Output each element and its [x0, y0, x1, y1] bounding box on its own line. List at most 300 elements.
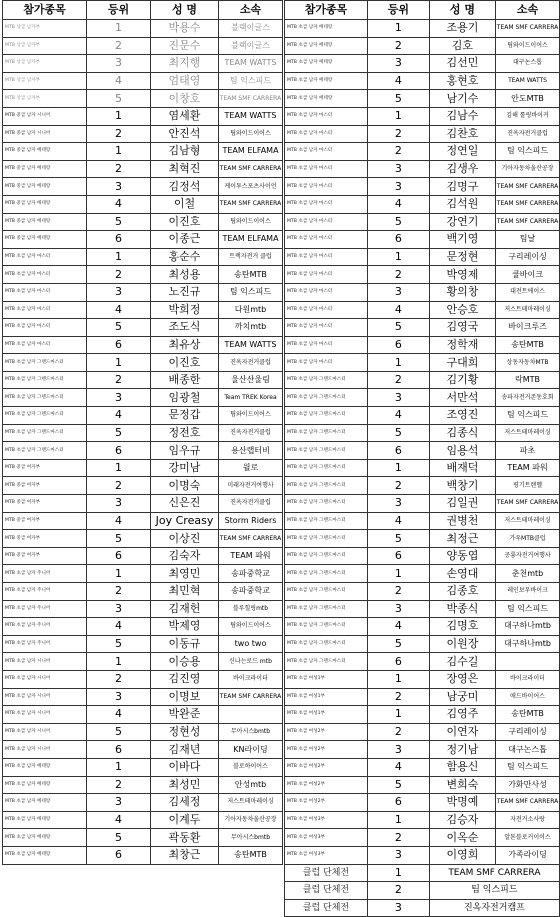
- category-cell: MTB 초급 여성2부: [285, 723, 368, 741]
- table-row: [3, 354, 283, 372]
- name-cell: 이상진: [151, 530, 219, 548]
- name-cell: 문정갑: [151, 407, 219, 425]
- name-cell: 임우규: [151, 442, 219, 460]
- club-cell: TEAM WATTS: [219, 55, 283, 73]
- club-cell: TEAM ELFAMA: [219, 231, 283, 249]
- club-cell: 팀와이드이어스: [219, 125, 283, 143]
- name-cell: 박희정: [151, 301, 219, 319]
- club-cell: 진옥자전거클럽: [219, 354, 283, 372]
- club-cell: 대구논스톱: [496, 741, 560, 759]
- name-cell: 이창호: [151, 90, 219, 108]
- header-name: 성 명: [429, 1, 495, 20]
- name-cell: 조영진: [429, 407, 495, 425]
- category-cell: MTB 초급 여성1부: [285, 706, 368, 724]
- name-cell: 최유상: [151, 336, 219, 354]
- category-cell: MTB 초급 여성3부: [285, 829, 368, 847]
- category-cell: MTB 초급 남자 마스터: [285, 354, 368, 372]
- table-row: [285, 688, 560, 706]
- club-cell: [496, 653, 560, 671]
- category-cell: MTB 중급 여자부: [3, 512, 87, 530]
- name-cell: 서만석: [429, 389, 495, 407]
- club-cell: 진옥자전거클럽: [219, 424, 283, 442]
- club-cell: 블랙이글스: [219, 37, 283, 55]
- club-cell: 블루힐링mtb: [219, 600, 283, 618]
- table-row: [3, 37, 283, 55]
- rank-cell: 1: [87, 758, 151, 776]
- category-cell: MTB 초급 여성2부: [285, 758, 368, 776]
- category-cell: MTB 초급 남자 베테랑: [285, 72, 368, 90]
- name-cell: 백기영: [429, 231, 495, 249]
- category-cell: MTB 초급 여성1부: [285, 688, 368, 706]
- name-cell: 이명숙: [151, 477, 219, 495]
- table-row: [285, 442, 560, 460]
- name-cell: 진문수: [151, 37, 219, 55]
- rank-cell: 1: [87, 565, 151, 583]
- category-cell: MTB 상급 남자부: [3, 20, 87, 38]
- table-row: [285, 530, 560, 548]
- club-cell: two two: [219, 635, 283, 653]
- table-row: [3, 107, 283, 125]
- table-row: [3, 794, 283, 812]
- table-row: [3, 600, 283, 618]
- club-cell: 송탄MTB: [496, 336, 560, 354]
- table-row: [3, 90, 283, 108]
- category-cell: MTB 초급 남자 주니어: [3, 583, 87, 601]
- table-row: [3, 178, 283, 196]
- category-cell: MTB 초급 남자 마스터: [285, 336, 368, 354]
- table-row: [3, 477, 283, 495]
- table-row: [285, 37, 560, 55]
- name-cell: 문정현: [429, 248, 495, 266]
- name-cell: 박영제: [429, 266, 495, 284]
- category-cell: MTB 초급 남자 그랜드마스터: [285, 583, 368, 601]
- rank-cell: 1: [367, 248, 429, 266]
- rank-cell: 6: [367, 336, 429, 354]
- table-row: [3, 389, 283, 407]
- category-cell: MTB 초급 남자 그랜드마스터: [285, 389, 368, 407]
- table-row: [285, 354, 560, 372]
- rank-cell: 2: [87, 583, 151, 601]
- rank-cell: 6: [87, 231, 151, 249]
- category-cell: MTB 초급 남자 마스터: [285, 160, 368, 178]
- rank-cell: 4: [367, 618, 429, 636]
- rank-cell: 2: [87, 266, 151, 284]
- name-cell: 이명보: [151, 688, 219, 706]
- club-cell: 까치mtb: [219, 319, 283, 337]
- club-cell: 윌로: [219, 459, 283, 477]
- rank-cell: 1: [367, 107, 429, 125]
- category-cell: MTB 초급 남자 마스터: [285, 266, 368, 284]
- category-cell: MTB 초급 남자 주니어: [3, 600, 87, 618]
- name-cell: 함용신: [429, 758, 495, 776]
- category-cell: MTB 초급 남자 베테랑: [3, 776, 87, 794]
- category-cell: MTB 초급 남자 베테랑: [3, 846, 87, 864]
- rank-cell: 3: [367, 160, 429, 178]
- team-row: [285, 864, 560, 882]
- rank-cell: 3: [367, 389, 429, 407]
- club-cell: 공룡자전거여행사: [496, 547, 560, 565]
- rank-cell: 4: [87, 706, 151, 724]
- club-cell: TEAM 파워: [219, 547, 283, 565]
- club-cell: 가우MTB클럽: [496, 530, 560, 548]
- rank-cell: 3: [367, 846, 429, 864]
- club-cell: 레인보우바이크: [496, 583, 560, 601]
- team-row: [285, 899, 560, 917]
- category-cell: MTB 초급 남자 마스터: [285, 319, 368, 337]
- name-cell: 이종근: [151, 231, 219, 249]
- name-cell: 곽동환: [151, 829, 219, 847]
- category-cell: MTB 초급 남자 그랜드마스터: [3, 407, 87, 425]
- rank-cell: 2: [367, 829, 429, 847]
- header-club: 소속: [496, 1, 560, 20]
- club-cell: 트랙자전거 클럽: [219, 248, 283, 266]
- name-cell: 정기남: [429, 741, 495, 759]
- rank-cell: 4: [367, 758, 429, 776]
- rank-cell: 1: [87, 248, 151, 266]
- rank-cell: 5: [87, 530, 151, 548]
- category-cell: MTB 상급 남자부: [3, 37, 87, 55]
- club-cell: 저스트테마레이싱: [496, 424, 560, 442]
- table-row: [3, 583, 283, 601]
- name-cell: 안진석: [151, 125, 219, 143]
- category-cell: MTB 중급 남자 베테랑: [3, 160, 87, 178]
- table-row: [3, 407, 283, 425]
- table-row: [3, 266, 283, 284]
- name-cell: 엄태영: [151, 72, 219, 90]
- category-cell: MTB 초급 여성2부: [285, 776, 368, 794]
- table-row: [285, 231, 560, 249]
- rank-cell: 3: [87, 495, 151, 513]
- table-row: [3, 336, 283, 354]
- table-row: [3, 125, 283, 143]
- rank-cell: 4: [367, 195, 429, 213]
- rank-cell: 1: [367, 20, 429, 38]
- club-cell: 가화만사성: [496, 776, 560, 794]
- name-cell: 최혁진: [151, 160, 219, 178]
- table-row: [285, 723, 560, 741]
- rank-cell: 2: [87, 37, 151, 55]
- team-category-cell: 클럽 단체전: [285, 864, 368, 882]
- category-cell: MTB 초급 남자 마스터: [285, 125, 368, 143]
- table-row: [3, 829, 283, 847]
- club-cell: 팀와이드이어스: [219, 618, 283, 636]
- club-cell: 파초: [496, 442, 560, 460]
- name-cell: 김일권: [429, 495, 495, 513]
- table-row: [3, 72, 283, 90]
- category-cell: MTB 초급 남자 그랜드마스터: [3, 371, 87, 389]
- name-cell: 황의창: [429, 283, 495, 301]
- club-cell: 김해 롤링바이커: [496, 107, 560, 125]
- club-cell: Team TREK Korea: [219, 389, 283, 407]
- rank-cell: 5: [367, 213, 429, 231]
- table-row: [285, 653, 560, 671]
- category-cell: MTB 초급 남자 그랜드마스터: [285, 371, 368, 389]
- table-row: [3, 635, 283, 653]
- rank-cell: 1: [87, 143, 151, 161]
- club-cell: 기아자동차울산공장: [496, 160, 560, 178]
- rank-cell: 6: [87, 846, 151, 864]
- name-cell: 이연자: [429, 723, 495, 741]
- table-row: [285, 319, 560, 337]
- team-name-cell: TEAM SMF CARRERA: [429, 864, 559, 882]
- name-cell: 김선민: [429, 55, 495, 73]
- category-cell: MTB 초급 남자 마스터: [285, 195, 368, 213]
- table-row: [3, 160, 283, 178]
- category-cell: MTB 초급 남자 마스터: [285, 231, 368, 249]
- club-cell: 송파중학교: [219, 583, 283, 601]
- category-cell: MTB 초급 남자 그랜드마스터: [3, 442, 87, 460]
- rank-cell: 1: [367, 459, 429, 477]
- rank-cell: 1: [367, 706, 429, 724]
- rank-cell: 5: [87, 424, 151, 442]
- name-cell: 홍현호: [429, 72, 495, 90]
- table-row: [285, 459, 560, 477]
- club-cell: 팀 익스피드: [496, 407, 560, 425]
- category-cell: MTB 상급 남자부: [3, 55, 87, 73]
- category-cell: MTB 초급 남자 그랜드마스터: [3, 424, 87, 442]
- table-row: [3, 495, 283, 513]
- table-row: [3, 618, 283, 636]
- category-cell: MTB 중급 남자 시니어: [3, 107, 87, 125]
- category-cell: MTB 초급 남자 베테랑: [285, 90, 368, 108]
- category-cell: MTB 초급 남자 베테랑: [3, 811, 87, 829]
- club-cell: TEAM WATTS: [219, 107, 283, 125]
- rank-cell: 3: [87, 600, 151, 618]
- club-cell: 송파자전거존동호회: [496, 389, 560, 407]
- header-rank: 등위: [87, 1, 151, 20]
- club-cell: 블로하이어스: [219, 758, 283, 776]
- name-cell: 노진규: [151, 283, 219, 301]
- club-cell: TEAM SMF CARRERA: [496, 495, 560, 513]
- category-cell: MTB 중급 여자부: [3, 477, 87, 495]
- rank-cell: 2: [87, 477, 151, 495]
- table-row: [3, 231, 283, 249]
- category-cell: MTB 초급 여성3부: [285, 811, 368, 829]
- rank-cell: 1: [367, 354, 429, 372]
- name-cell: Joy Creasy: [151, 512, 219, 530]
- name-cell: 김종식: [429, 424, 495, 442]
- club-cell: TEAM WATTS: [496, 72, 560, 90]
- table-row: [285, 618, 560, 636]
- rank-cell: 2: [367, 371, 429, 389]
- table-row: [3, 20, 283, 38]
- rank-cell: 3: [87, 55, 151, 73]
- club-cell: Storm Riders: [219, 512, 283, 530]
- rank-cell: 5: [367, 635, 429, 653]
- category-cell: MTB 초급 남자 베테랑: [3, 829, 87, 847]
- table-row: [285, 829, 560, 847]
- rank-cell: 6: [87, 741, 151, 759]
- table-row: [3, 670, 283, 688]
- table-row: [3, 530, 283, 548]
- club-cell: 가족라이딩: [496, 846, 560, 864]
- category-cell: MTB 초급 남자 베테랑: [3, 758, 87, 776]
- name-cell: 이승용: [151, 653, 219, 671]
- category-cell: MTB 초급 남자 그랜드마스터: [285, 530, 368, 548]
- name-cell: 박제영: [151, 618, 219, 636]
- name-cell: 김생우: [429, 160, 495, 178]
- club-cell: 송탄MTB: [219, 266, 283, 284]
- name-cell: 김숙자: [151, 547, 219, 565]
- table-row: [3, 459, 283, 477]
- category-cell: MTB 중급 여자부: [3, 547, 87, 565]
- rank-cell: 2: [367, 143, 429, 161]
- category-cell: MTB 중급 남자 베테랑: [3, 143, 87, 161]
- club-cell: 무아시스bmtb: [219, 829, 283, 847]
- category-cell: MTB 중급 남자 베테랑: [3, 213, 87, 231]
- rank-cell: 3: [87, 283, 151, 301]
- rank-cell: 4: [87, 512, 151, 530]
- rank-cell: 3: [87, 389, 151, 407]
- name-cell: 김호: [429, 37, 495, 55]
- club-cell: 춘천mtb: [496, 565, 560, 583]
- table-row: [3, 688, 283, 706]
- category-cell: MTB 초급 남자 마스터: [3, 266, 87, 284]
- table-row: [285, 512, 560, 530]
- club-cell: 자전거소사랑: [496, 811, 560, 829]
- name-cell: 최성민: [151, 776, 219, 794]
- table-row: [285, 213, 560, 231]
- club-cell: 락MTB: [496, 371, 560, 389]
- rank-cell: 4: [367, 512, 429, 530]
- club-cell: 신나는로드 mtb: [219, 653, 283, 671]
- name-cell: 이바다: [151, 758, 219, 776]
- name-cell: 이동규: [151, 635, 219, 653]
- club-cell: TEAM SMF CARRERA: [219, 195, 283, 213]
- team-category-cell: 클럽 단체전: [285, 882, 368, 900]
- club-cell: 대구하나mtb: [496, 618, 560, 636]
- table-row: [285, 583, 560, 601]
- name-cell: 김재년: [151, 741, 219, 759]
- table-row: [285, 706, 560, 724]
- category-cell: MTB 초급 남자 마스터: [285, 213, 368, 231]
- name-cell: 최민혁: [151, 583, 219, 601]
- club-cell: TEAM WATTS: [219, 336, 283, 354]
- category-cell: MTB 초급 남자 그랜드마스터: [3, 354, 87, 372]
- rank-cell: 3: [367, 283, 429, 301]
- club-cell: 진옥자전거클럽: [496, 125, 560, 143]
- rank-cell: 5: [87, 90, 151, 108]
- table-row: [285, 55, 560, 73]
- rank-cell: 1: [87, 354, 151, 372]
- name-cell: 김세정: [151, 794, 219, 812]
- team-name-cell: 팀 익스피드: [429, 882, 559, 900]
- table-row: [3, 213, 283, 231]
- results-table-left: [2, 0, 283, 865]
- name-cell: 신은진: [151, 495, 219, 513]
- rank-cell: 2: [87, 670, 151, 688]
- name-cell: 배종한: [151, 371, 219, 389]
- club-cell: 평기트랜헬: [496, 477, 560, 495]
- table-row: [285, 741, 560, 759]
- table-row: [285, 794, 560, 812]
- club-cell: 알톤블로커이이스: [496, 829, 560, 847]
- name-cell: 이진호: [151, 213, 219, 231]
- category-cell: MTB 초급 남자 그랜드마스터: [285, 442, 368, 460]
- club-cell: 대구하나mtb: [496, 635, 560, 653]
- name-cell: 김남형: [151, 143, 219, 161]
- rank-cell: 2: [367, 266, 429, 284]
- category-cell: MTB 초급 남자 베테랑: [285, 55, 368, 73]
- club-cell: 바이크라이더: [219, 670, 283, 688]
- club-cell: 바이크라이더: [496, 670, 560, 688]
- club-cell: 송파중학교: [219, 565, 283, 583]
- category-cell: MTB 중급 남자 베테랑: [3, 231, 87, 249]
- rank-cell: 4: [367, 72, 429, 90]
- rank-cell: 3: [367, 899, 429, 917]
- header-name: 성 명: [151, 1, 219, 20]
- rank-cell: 2: [367, 882, 429, 900]
- table-row: [285, 776, 560, 794]
- rank-cell: 5: [367, 319, 429, 337]
- club-cell: TEAM SMF CARRERA: [496, 178, 560, 196]
- name-cell: 최정근: [429, 530, 495, 548]
- category-cell: MTB 초급 남자 주니어: [3, 565, 87, 583]
- table-row: [3, 248, 283, 266]
- club-cell: 팀 익스피드: [496, 143, 560, 161]
- name-cell: 박명예: [429, 794, 495, 812]
- table-row: [285, 547, 560, 565]
- club-cell: 팀와이드이어스: [219, 407, 283, 425]
- team-row: [285, 882, 560, 900]
- rank-cell: 5: [367, 424, 429, 442]
- table-row: [3, 547, 283, 565]
- category-cell: MTB 초급 남자 시니어: [3, 706, 87, 724]
- category-cell: MTB 초급 남자 그랜드마스터: [285, 618, 368, 636]
- header-row: [285, 1, 560, 20]
- header-rank: 등위: [367, 1, 429, 20]
- name-cell: 김종호: [429, 583, 495, 601]
- rank-cell: 3: [367, 178, 429, 196]
- name-cell: 남궁미: [429, 688, 495, 706]
- club-cell: 저스트테마레이싱: [496, 512, 560, 530]
- table-row: [3, 512, 283, 530]
- name-cell: 김명호: [429, 618, 495, 636]
- rank-cell: 3: [367, 55, 429, 73]
- rank-cell: 6: [367, 794, 429, 812]
- name-cell: 김정석: [151, 178, 219, 196]
- club-cell: 팀와이드이어스: [219, 213, 283, 231]
- category-cell: MTB 중급 여자부: [3, 495, 87, 513]
- rank-cell: 6: [367, 442, 429, 460]
- category-cell: MTB 초급 남자 그랜드마스터: [285, 547, 368, 565]
- name-cell: 홍순수: [151, 248, 219, 266]
- rank-cell: 3: [367, 495, 429, 513]
- rank-cell: 2: [367, 125, 429, 143]
- category-cell: MTB 초급 남자 시니어: [3, 670, 87, 688]
- name-cell: 조도식: [151, 319, 219, 337]
- table-row: [285, 495, 560, 513]
- category-cell: MTB 초급 남자 마스터: [285, 178, 368, 196]
- club-cell: TEAM SMF CARRERA: [496, 195, 560, 213]
- table-row: [3, 55, 283, 73]
- category-cell: MTB 초급 남자 마스터: [3, 248, 87, 266]
- name-cell: 최지행: [151, 55, 219, 73]
- table-row: [3, 442, 283, 460]
- category-cell: MTB 초급 남자 그랜드마스터: [285, 635, 368, 653]
- name-cell: 구대희: [429, 354, 495, 372]
- name-cell: 변희숙: [429, 776, 495, 794]
- club-cell: 진옥자전거클럽: [219, 495, 283, 513]
- rank-cell: 2: [87, 125, 151, 143]
- category-cell: MTB 초급 남자 그랜드마스터: [285, 512, 368, 530]
- table-row: [3, 846, 283, 864]
- club-cell: 대전트에이스: [496, 283, 560, 301]
- table-row: [285, 477, 560, 495]
- name-cell: 이진호: [151, 354, 219, 372]
- category-cell: MTB 초급 남자 마스터: [3, 301, 87, 319]
- name-cell: 김진영: [151, 670, 219, 688]
